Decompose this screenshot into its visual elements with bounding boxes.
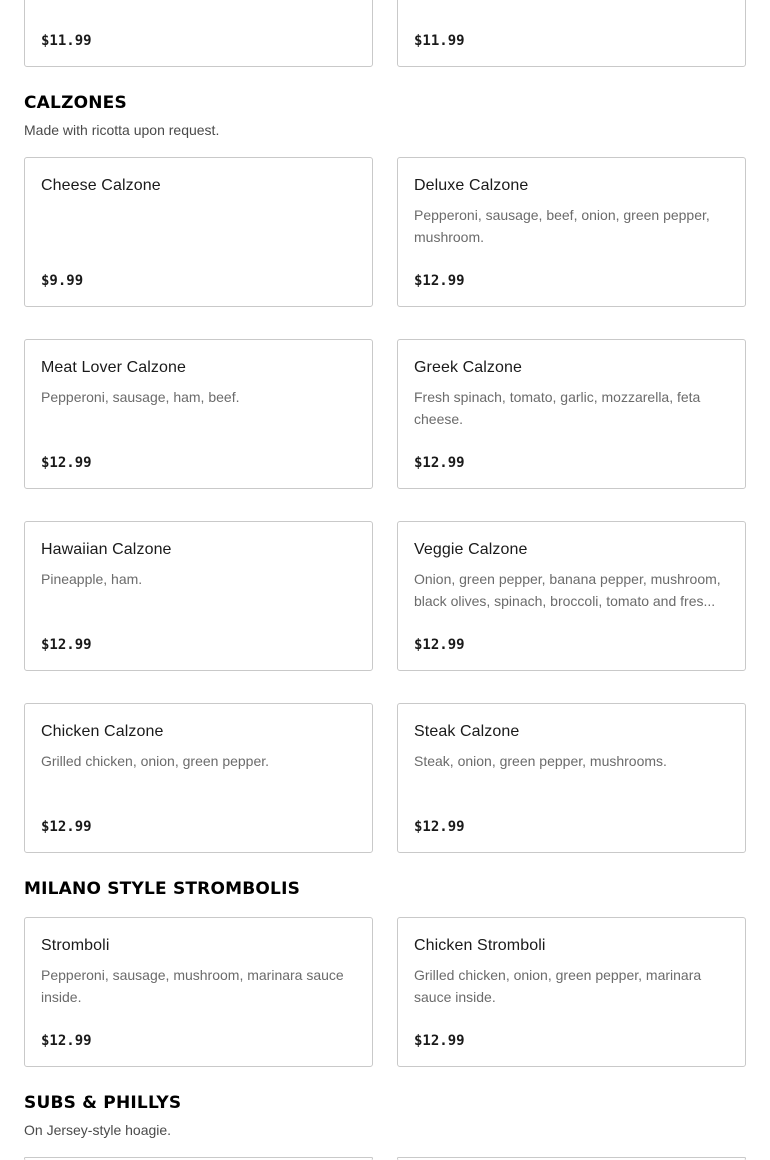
menu-item-card[interactable] — [24, 157, 373, 307]
menu-item-card[interactable] — [24, 339, 373, 489]
item-price: $12.99 — [414, 819, 465, 835]
item-description: Pepperoni, sausage, mushroom, marinara sauce inside. — [41, 967, 344, 1005]
item-price: $12.99 — [41, 455, 92, 471]
item-price: $12.99 — [414, 455, 465, 471]
item-price: $12.99 — [41, 819, 92, 835]
menu-item-card[interactable] — [397, 339, 746, 489]
section-subtitle-subs: On Jersey-style hoagie. — [24, 1122, 172, 1138]
menu-item-card[interactable] — [397, 157, 746, 307]
section-subtitle-calzones: Made with ricotta upon request. — [24, 122, 220, 138]
item-name: Chicken Stromboli — [414, 937, 546, 954]
item-price: $12.99 — [41, 1033, 92, 1049]
item-name: Greek Calzone — [414, 359, 523, 376]
item-price: $12.99 — [414, 637, 465, 653]
menu-item-card[interactable] — [24, 703, 373, 853]
item-description: Onion, green pepper, banana pepper, mushroom, black olives, spinach, broccoli, tomato and fres... — [414, 571, 721, 609]
item-description: Pepperoni, sausage, ham, beef. — [41, 389, 240, 405]
menu-item-card[interactable] — [24, 521, 373, 671]
item-description: Grilled chicken, onion, green pepper. — [41, 753, 270, 769]
item-price: $12.99 — [414, 1033, 465, 1049]
item-name: Hawaiian Calzone — [41, 541, 172, 558]
section-title-subs: SUBS & PHILLYS — [24, 1093, 182, 1113]
item-price: $12.99 — [414, 273, 465, 289]
item-price: $12.99 — [41, 637, 92, 653]
item-name: Cheese Calzone — [41, 177, 161, 194]
item-name: Meat Lover Calzone — [41, 359, 186, 376]
item-description: Steak, onion, green pepper, mushrooms. — [414, 753, 667, 769]
item-price: $11.99 — [414, 33, 465, 49]
menu-item-card[interactable] — [24, 0, 373, 67]
menu-item-card[interactable] — [397, 521, 746, 671]
item-name: Deluxe Calzone — [414, 177, 529, 194]
item-description: Fresh spinach, tomato, garlic, mozzarella, feta cheese. — [414, 389, 701, 427]
item-name: Veggie Calzone — [414, 541, 528, 558]
item-description: Pepperoni, sausage, beef, onion, green pepper, mushroom. — [414, 207, 710, 245]
menu-item-card[interactable] — [397, 917, 746, 1067]
menu-item-card[interactable] — [397, 0, 746, 67]
item-name: Steak Calzone — [414, 723, 520, 740]
section-title-calzones: CALZONES — [24, 93, 127, 113]
item-name: Chicken Calzone — [41, 723, 164, 740]
item-description: Grilled chicken, onion, green pepper, marinara sauce inside. — [414, 967, 702, 1005]
item-price: $11.99 — [41, 33, 92, 49]
menu-item-card[interactable] — [397, 703, 746, 853]
item-name: Stromboli — [41, 937, 110, 954]
section-title-strombolis: MILANO STYLE STROMBOLIS — [24, 879, 301, 899]
item-description: Pineapple, ham. — [41, 571, 143, 587]
item-price: $9.99 — [41, 273, 84, 289]
menu-item-card[interactable] — [24, 917, 373, 1067]
